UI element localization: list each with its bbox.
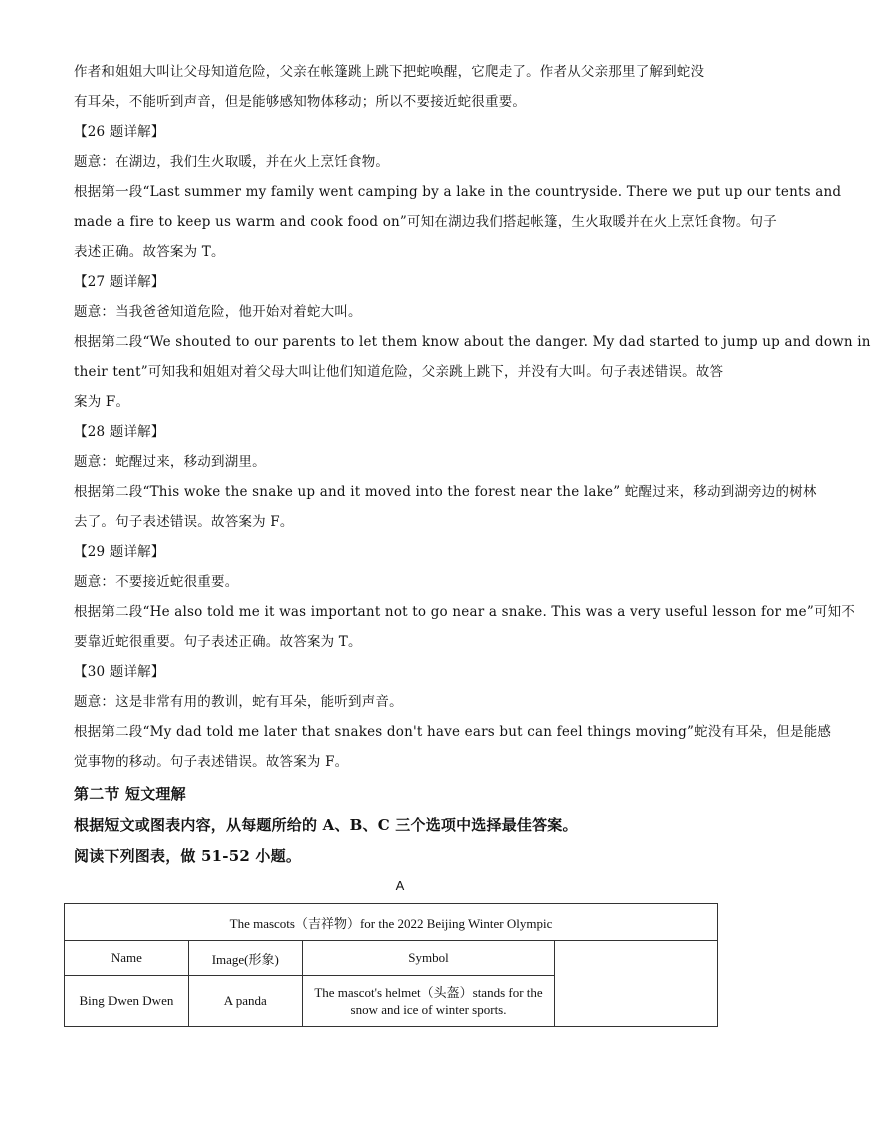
question-heading: 【27 题详解】 — [74, 274, 165, 290]
text-line: 有耳朵，不能听到声音，但是能够感知物体移动；所以不要接近蛇很重要。 — [74, 94, 527, 110]
question-heading: 【28 题详解】 — [74, 424, 165, 440]
question-heading: 【29 题详解】 — [74, 544, 165, 560]
table-title: The mascots（吉祥物）for the 2022 Beijing Winter Olympic — [65, 904, 718, 941]
text-line: 去了。句子表述错误。故答案为 F。 — [74, 514, 294, 530]
text-line: their tent”可知我和姐姐对着父母大叫让他们知道危险，父亲跳上跳下，并没有大叫。句子表述错误。故答 — [74, 364, 724, 380]
header-symbol: Symbol — [302, 941, 555, 976]
cell-symbol: The mascot's helmet（头盔）stands for the snow and ice of winter sports. — [302, 976, 555, 1027]
question-heading: 【30 题详解】 — [74, 664, 165, 680]
text-line: 根据第二段“My dad told me later that snakes don't have ears but can feel things moving”蛇没有耳朵，但是能感 — [74, 724, 832, 740]
text-line: 要靠近蛇很重要。句子表述正确。故答案为 T。 — [74, 634, 362, 650]
text-line: 题意：蛇醒过来，移动到湖里。 — [74, 454, 266, 470]
mascot-table — [64, 903, 718, 1027]
reading-prompt: 阅读下列图表，做 51-52 小题。 — [74, 847, 302, 865]
text-line: 觉事物的移动。句子表述错误。故答案为 F。 — [74, 754, 349, 770]
passage-label: A — [395, 878, 405, 893]
empty-cell — [555, 941, 718, 1027]
text-line: made a fire to keep us warm and cook food on”可知在湖边我们搭起帐篷，生火取暖并在火上烹饪食物。句子 — [74, 214, 777, 230]
text-line: 根据第二段“This woke the snake up and it moved into the forest near the lake” 蛇醒过来，移动到湖旁边的树林 — [74, 484, 817, 500]
text-line: 题意：当我爸爸知道危险，他开始对着蛇大叫。 — [74, 304, 362, 320]
text-line: 表述正确。故答案为 T。 — [74, 244, 225, 260]
instruction: 根据短文或图表内容，从每题所给的 A、B、C 三个选项中选择最佳答案。 — [74, 816, 578, 834]
table-title-row — [65, 904, 718, 941]
header-name: Name — [65, 941, 189, 976]
header-image: Image(形象) — [188, 941, 302, 976]
section-title: 第二节 短文理解 — [74, 785, 186, 803]
text-line: 根据第二段“We shouted to our parents to let them know about the danger. My dad started to jump up and down in — [74, 334, 871, 350]
cell-name: Bing Dwen Dwen — [65, 976, 189, 1027]
text-line: 作者和姐姐大叫让父母知道危险，父亲在帐篷跳上跳下把蛇唤醒，它爬走了。作者从父亲那里了解到蛇没 — [74, 64, 705, 80]
table-header-row — [65, 941, 718, 976]
text-line: 题意：这是非常有用的教训，蛇有耳朵，能听到声音。 — [74, 694, 403, 710]
text-line: 题意：不要接近蛇很重要。 — [74, 574, 239, 590]
text-line: 案为 F。 — [74, 394, 130, 410]
text-line: 根据第一段“Last summer my family went camping by a lake in the countryside. There we put up our tents and — [74, 184, 842, 200]
text-line: 根据第二段“He also told me it was important not to go near a snake. This was a very useful lesson for me”可知不 — [74, 604, 856, 620]
question-heading: 【26 题详解】 — [74, 124, 165, 140]
cell-image: A panda — [188, 976, 302, 1027]
text-line: 题意：在湖边，我们生火取暖，并在火上烹饪食物。 — [74, 154, 390, 170]
